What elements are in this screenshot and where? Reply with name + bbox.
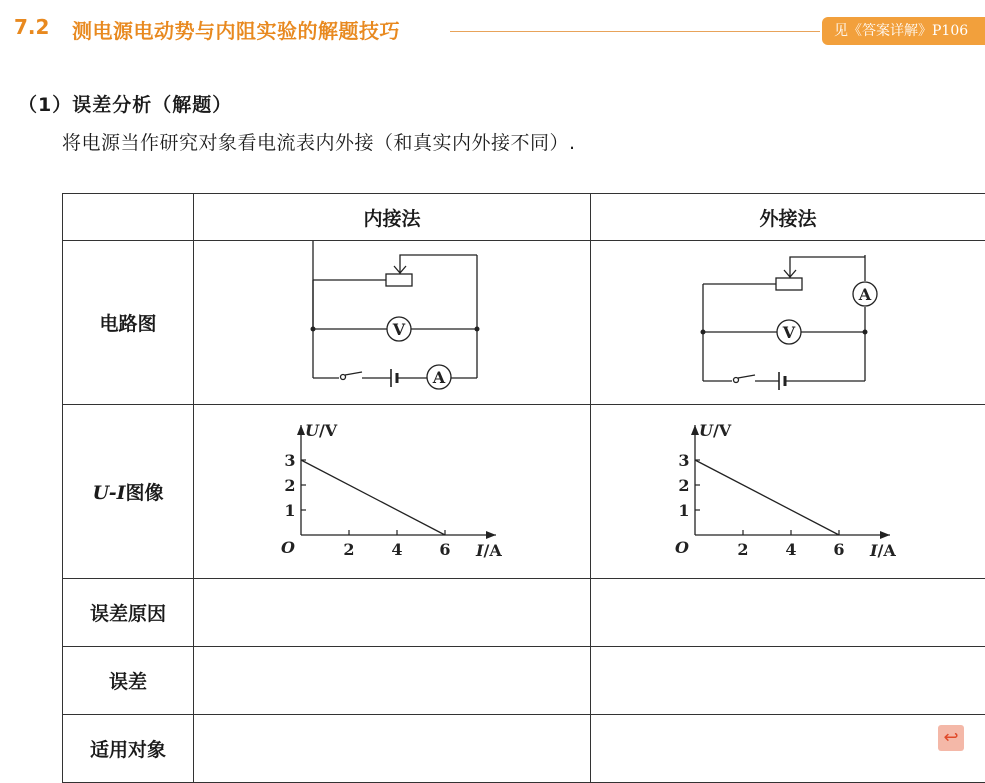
comparison-table (62, 193, 985, 783)
x-axis-arrow (880, 531, 890, 539)
ui-chart-external (591, 405, 985, 573)
error-external-cell (591, 647, 985, 715)
page-title: 测电源电动势与内阻实验的解题技巧 (72, 15, 400, 44)
cause-internal-cell (194, 579, 591, 647)
ui-chart-internal (194, 405, 591, 573)
header-empty-cell (63, 194, 194, 241)
origin-label: O (281, 538, 295, 557)
ui-graph-internal (194, 405, 591, 579)
circuit-diagram-external (591, 241, 985, 405)
row-label-ui-rest: 图像 (126, 482, 164, 504)
row-label-applicable: 适用对象 (63, 715, 194, 783)
header-divider (450, 31, 820, 32)
applicable-external-cell (591, 715, 985, 783)
column-header-internal: 内接法 (194, 194, 591, 241)
voltmeter-label-2: V (782, 323, 796, 342)
y-tick-label: 3 (284, 451, 295, 470)
y-tick-label: 1 (284, 501, 295, 520)
table-row (63, 715, 985, 783)
row-label-ui (63, 405, 194, 579)
applicable-internal-cell (194, 715, 591, 783)
error-internal-cell (194, 647, 591, 715)
table-row (63, 241, 985, 405)
x-tick-label: 2 (737, 540, 748, 559)
x-tick-label: 6 (833, 540, 844, 559)
series-line (695, 460, 839, 535)
y-tick-label: 3 (678, 451, 689, 470)
ammeter-label: A (432, 368, 446, 387)
x-tick-label: 6 (439, 540, 450, 559)
answer-reference-badge[interactable]: 见《答案详解》P106 (822, 17, 985, 45)
row-label-error: 误差 (63, 647, 194, 715)
series-line (301, 460, 445, 535)
circuit-diagram-internal (194, 241, 591, 405)
table-row (63, 647, 985, 715)
cause-external-cell (591, 579, 985, 647)
row-label-ui-italic: U-I (92, 482, 125, 504)
table-header-row (63, 194, 985, 241)
x-tick-label: 4 (785, 540, 796, 559)
subsection-title: （1）误差分析（解题） (18, 90, 232, 117)
x-axis-label: I/A (475, 541, 502, 560)
y-axis-label: U/V (305, 421, 338, 440)
row-label-cause: 误差原因 (63, 579, 194, 647)
x-axis-label: I/A (869, 541, 896, 560)
voltmeter-label: V (392, 320, 406, 339)
x-tick-label: 2 (343, 540, 354, 559)
y-axis-arrow (691, 425, 699, 435)
ui-graph-external (591, 405, 985, 579)
x-axis-arrow (486, 531, 496, 539)
y-tick-label: 1 (678, 501, 689, 520)
section-number: 7.2 (14, 15, 49, 39)
subsection-text: 将电源当作研究对象看电流表内外接（和真实内外接不同）. (62, 128, 576, 155)
column-header-external: 外接法 (591, 194, 985, 241)
y-tick-label: 2 (284, 476, 295, 495)
x-tick-label: 4 (391, 540, 402, 559)
y-axis-label: U/V (699, 421, 732, 440)
pdf-icon[interactable]: ↩ (938, 725, 964, 751)
ammeter-label-2: A (858, 285, 872, 304)
table-row (63, 579, 985, 647)
y-tick-label: 2 (678, 476, 689, 495)
y-axis-arrow (297, 425, 305, 435)
table-row (63, 405, 985, 579)
origin-label: O (675, 538, 689, 557)
row-label-circuit: 电路图 (63, 241, 194, 405)
